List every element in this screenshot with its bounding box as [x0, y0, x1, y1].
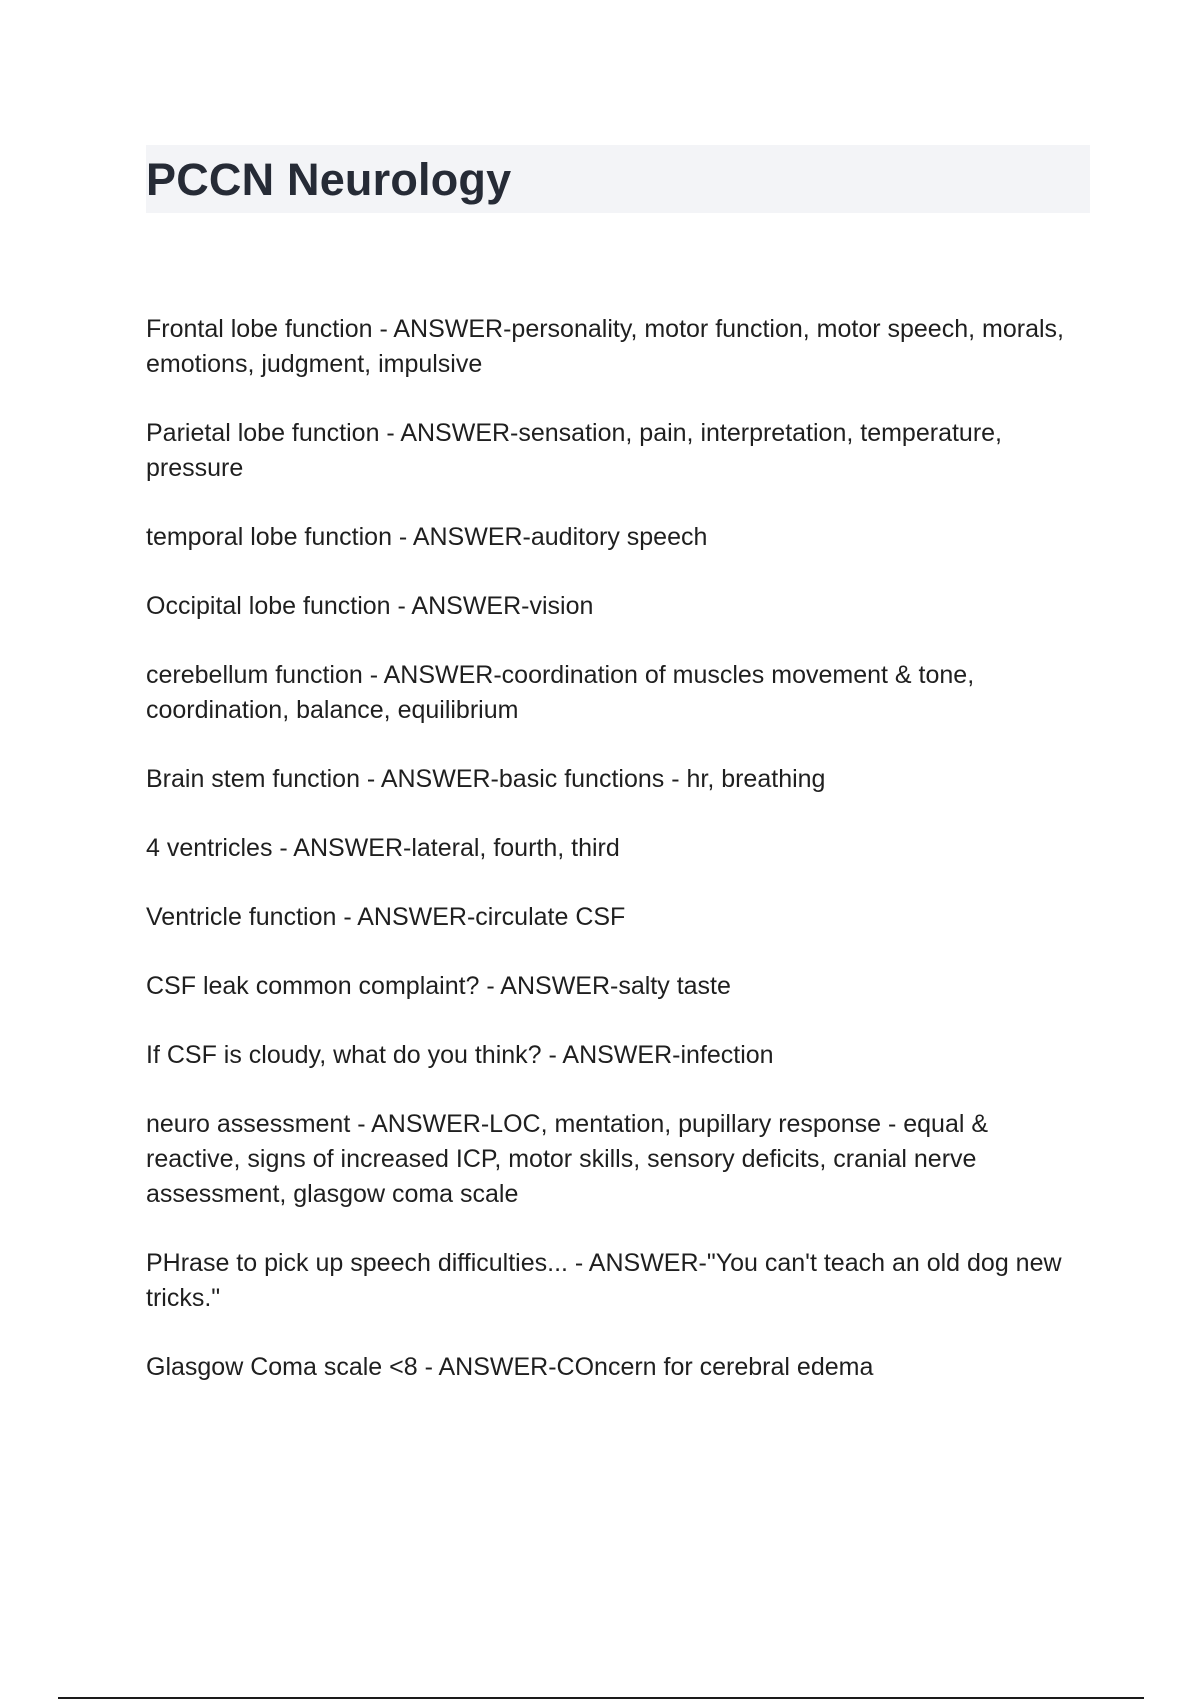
- qa-item-csf-leak: CSF leak common complaint? - ANSWER-salty taste: [146, 972, 731, 1000]
- qa-item-neuro-assessment: neuro assessment - ANSWER-LOC, mentation, pupillary response - equal & reactive, signs of increased ICP, motor skills, sensory deficits, cranial nerve assessment, glasgow coma scale: [146, 1110, 989, 1208]
- footer-divider: [58, 1697, 1144, 1699]
- qa-item-occipital-lobe: Occipital lobe function - ANSWER-vision: [146, 592, 594, 620]
- qa-item-cloudy-csf: If CSF is cloudy, what do you think? - ANSWER-infection: [146, 1041, 774, 1069]
- qa-item-glasgow-coma: Glasgow Coma scale <8 - ANSWER-COncern for cerebral edema: [146, 1353, 874, 1381]
- qa-item-temporal-lobe: temporal lobe function - ANSWER-auditory speech: [146, 523, 708, 551]
- qa-item-frontal-lobe: Frontal lobe function - ANSWER-personality, motor function, motor speech, morals, emotions, judgment, impulsive: [146, 315, 1064, 378]
- title-banner: [146, 145, 1090, 213]
- qa-list: [146, 312, 1086, 1419]
- qa-item-ventricle-function: Ventricle function - ANSWER-circulate CSF: [146, 903, 626, 931]
- qa-item-parietal-lobe: Parietal lobe function - ANSWER-sensation, pain, interpretation, temperature, pressure: [146, 419, 1002, 482]
- qa-item-brain-stem: Brain stem function - ANSWER-basic functions - hr, breathing: [146, 765, 826, 793]
- qa-item-cerebellum: cerebellum function - ANSWER-coordination of muscles movement & tone, coordination, balance, equilibrium: [146, 661, 975, 724]
- page-title: PCCN Neurology: [146, 153, 512, 205]
- qa-item-speech-phrase: PHrase to pick up speech difficulties... - ANSWER-"You can't teach an old dog new tricks.": [146, 1249, 1062, 1312]
- qa-item-ventricles: 4 ventricles - ANSWER-lateral, fourth, third: [146, 834, 620, 862]
